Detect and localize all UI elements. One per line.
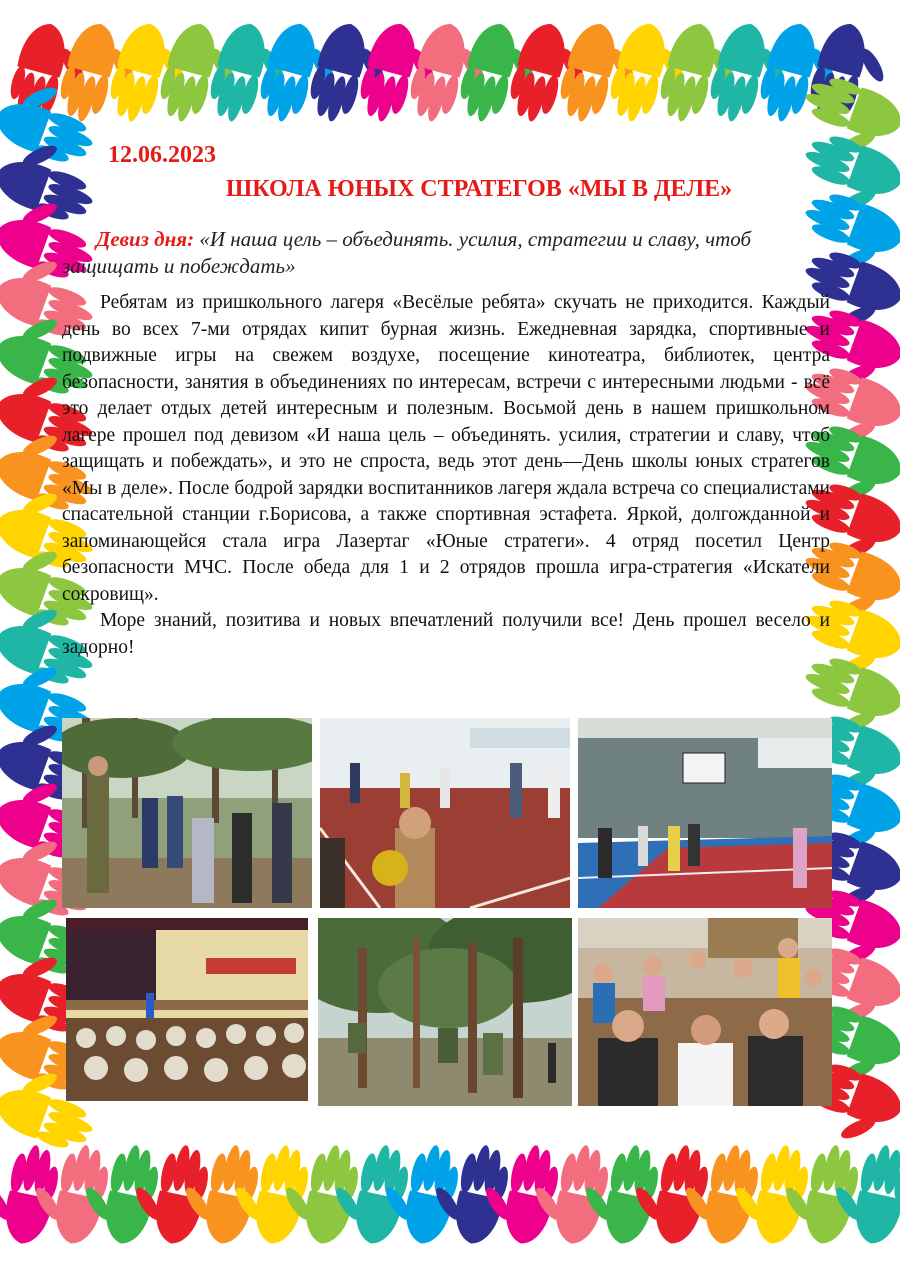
motto — [62, 226, 830, 280]
article-body — [62, 290, 830, 661]
photo-classroom-group — [578, 918, 832, 1106]
article-date: 12.06.2023 — [108, 142, 216, 168]
motto-label: Девиз дня: — [96, 227, 195, 251]
photo-collage — [62, 718, 832, 1108]
article-title: ШКОЛА ЮНЫХ СТРАТЕГОВ «МЫ В ДЕЛЕ» — [225, 176, 733, 202]
photo-pine-forest — [318, 918, 572, 1106]
hand-shape — [0, 1136, 64, 1248]
paragraph: Ребятам из пришкольного лагеря «Весёлые ребята» скучать не приходится. Каждый день во всех 7-ми отрядах кипит бурная жизнь. Ежедневная зарядка, спортивные и подвижные игры на свежем воздухе, посещение кинотеатра, библиотек, центра безопасности, занятия в объединениях по интересам, встречи с интересными людьми - всё это делает отдых детей интересным и полезным. Восьмой день в нашем пришкольном лагере прошел под девизом «И наша цель – объединять. усилия, стратегии и славу, чтоб защищать и побеждать», и это не спроста, ведь этот день—День школы юных стратегов «Мы в деле». После бодрой зарядки воспитанников лагеря ждала встреча со специалистами спасательной станции г.Борисова, а также спортивная эстафета. Яркой, долгожданной и запоминающейся стала игра Лазертаг «Юные стратеги». 4 отряд посетил Центр безопасности МЧС. После обеда для 1 и 2 отрядов прошла игра-стратегия «Искатели сокровищ». — [62, 292, 830, 605]
photo-assembly-hall — [66, 918, 308, 1101]
photo-outdoor-group — [62, 718, 312, 908]
photo-gym-basketball — [578, 718, 832, 908]
motto-text: «И наша цель – объединять. усилия, стратегии и славу, чтоб защищать и побеждать» — [62, 227, 752, 278]
photo-gym-red-floor — [320, 718, 570, 908]
paragraph: Море знаний, позитива и новых впечатлений получили все! День прошел весело и задорно! — [62, 610, 830, 658]
